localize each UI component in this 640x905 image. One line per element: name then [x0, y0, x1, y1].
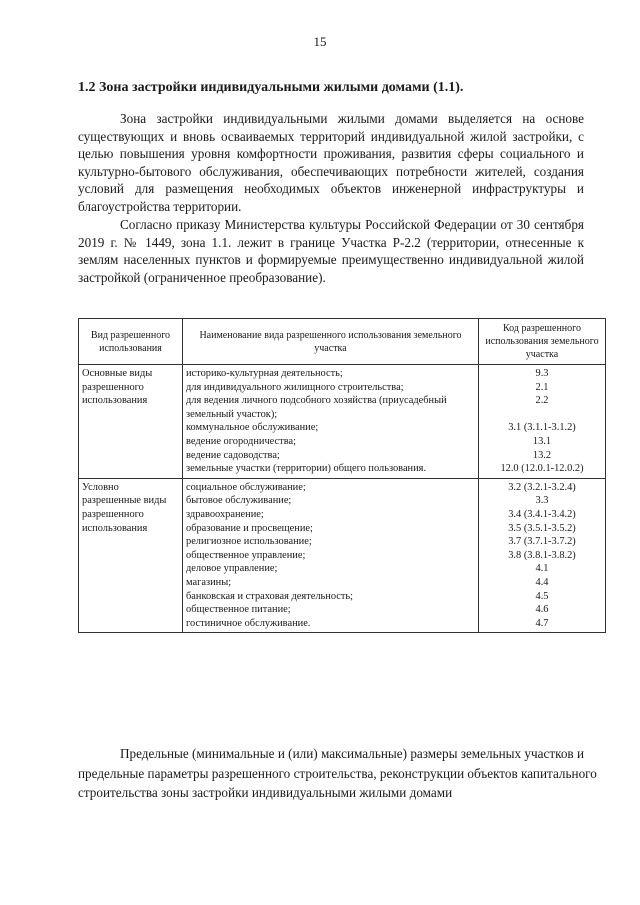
page-number: 15: [313, 34, 327, 49]
use-name: земельные участки (территории) общего пользования.: [186, 463, 427, 475]
use-name: коммунальное обслуживание;: [186, 422, 319, 434]
use-code: 2.2: [535, 395, 549, 407]
use-name: ведение садоводства;: [186, 449, 280, 461]
use-code: 4.7: [535, 617, 549, 629]
header-use-code: Код разрешенного использования земельного участка: [479, 319, 606, 365]
use-code: 4.6: [535, 604, 549, 616]
group-codes-conditional: [479, 478, 606, 633]
use-code: 3.7 (3.7.1-3.7.2): [508, 536, 576, 548]
group-names-main: [183, 365, 479, 479]
group-names-conditional: [183, 478, 479, 633]
use-name: гостиничное обслуживание.: [186, 617, 311, 629]
use-name: банковская и страховая деятельность;: [186, 590, 354, 602]
table-row-main-uses: [79, 365, 606, 479]
use-name: деловое управление;: [186, 563, 278, 575]
header-use-type: Вид разрешенного использования: [79, 319, 183, 365]
use-name: для ведения личного подсобного хозяйства (приусадебный земельный участок);: [186, 395, 447, 420]
use-name: общественное питание;: [186, 604, 291, 616]
use-code: 4.5: [535, 590, 549, 602]
use-code: 13.1: [532, 435, 552, 447]
use-code: 12.0 (12.0.1-12.0.2): [500, 463, 584, 475]
use-name: магазины;: [186, 576, 232, 588]
use-code: 3.3: [535, 495, 549, 507]
use-code: 13.2: [532, 449, 552, 461]
use-name: социальное обслуживание;: [186, 481, 306, 493]
use-code: 4.4: [535, 576, 549, 588]
use-code: 3.1 (3.1.1-3.1.2): [508, 422, 576, 434]
use-name: религиозное использование;: [186, 536, 312, 548]
group-codes-main: [479, 365, 606, 479]
use-name: образование и просвещение;: [186, 522, 313, 534]
limits-heading-paragraph: Предельные (минимальные и (или) максимальные) размеры земельных участков и предельные параметры разрешенного строительства, реконструкции объектов капитального строительства зоны застройки индивидуальными жилыми домами: [78, 746, 597, 800]
ministry-order-paragraph: Согласно приказу Министерства культуры Российской Федерации от 30 сентября 2019 г. № 1449, зона 1.1. лежит в границе Участка Р-2.2 (территории, отнесенные к землям населенных пунктов и формируемые преимущественно индивидуальной жилой застройкой (ограниченное преобразование).: [78, 217, 584, 285]
use-name: бытовое обслуживание;: [186, 495, 292, 507]
use-code: 3.2 (3.2.1-3.2.4): [508, 481, 576, 493]
use-name: здравоохранение;: [186, 508, 264, 520]
use-code: 3.4 (3.4.1-3.4.2): [508, 508, 576, 520]
group-title-main: Основные виды разрешенного использования: [79, 365, 183, 479]
use-name: историко-культурная деятельность;: [186, 368, 343, 379]
zone-description-paragraph: Зона застройки индивидуальными жилыми домами выделяется на основе существующих и вновь осваиваемых территорий индивидуальной жилой застройки, с целью повышения уровня комфортности проживания, развития сферы социального и культурно-бытового обслуживания, обеспечивающих потребности жителей, создания условий для размещения необходимых объектов инженерной инфраструктуры и благоустройства территории.: [78, 111, 584, 214]
use-code: 3.5 (3.5.1-3.5.2): [508, 522, 576, 534]
use-code: 3.8 (3.8.1-3.8.2): [508, 549, 576, 561]
table-header-row: [79, 319, 606, 365]
use-code: 2.1: [535, 381, 549, 393]
use-code: 4.1: [535, 563, 549, 575]
use-name: общественное управление;: [186, 549, 306, 561]
table-row-conditional-uses: [79, 478, 606, 633]
use-name: ведение огородничества;: [186, 435, 296, 447]
header-use-name: Наименование вида разрешенного использования земельного участка: [183, 319, 479, 365]
group-title-conditional: Условно разрешенные виды разрешенного использования: [79, 478, 183, 633]
section-heading: 1.2 Зона застройки индивидуальными жилыми домами (1.1).: [78, 80, 464, 95]
use-code: 9.3: [535, 368, 549, 379]
permitted-use-table: [78, 318, 606, 633]
use-name: для индивидуального жилищного строительства;: [186, 381, 404, 393]
